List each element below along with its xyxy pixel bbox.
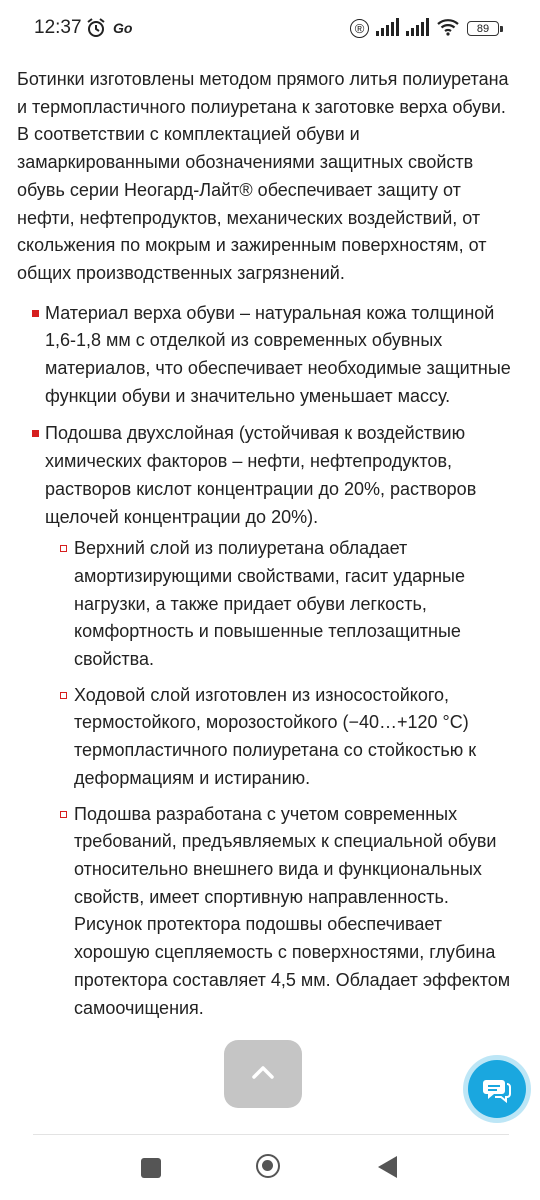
home-button[interactable] bbox=[256, 1154, 280, 1178]
signal-icon bbox=[376, 18, 402, 41]
sub-list-item: Верхний слой из полиуретана обладает амортизирующими свойствами, гасит ударные нагрузки, а также придает обуви легкость, комфортность и повышенные теплозащитные свойства. bbox=[45, 535, 517, 674]
divider bbox=[33, 1134, 509, 1135]
list-item-text: Подошва двухслойная (устойчивая к воздействию химических факторов – нефти, нефтепродуктов, растворов кислот концентрации до 20%, растворов щелочей концентрации до 20%). bbox=[45, 423, 477, 527]
battery-indicator: 89 bbox=[467, 21, 499, 36]
alarm-clock-icon bbox=[86, 18, 106, 43]
recent-apps-button[interactable] bbox=[141, 1158, 161, 1178]
feature-list bbox=[17, 300, 517, 1023]
status-time: 12:37 bbox=[34, 17, 82, 38]
chat-icon bbox=[482, 1074, 512, 1104]
sub-list-item: Ходовой слой изготовлен из износостойкого, термостойкого, морозостойкого (−40…+120 °С) термопластичного полиуретана со стойкостью к деформациям и истиранию. bbox=[45, 682, 517, 793]
list-item bbox=[17, 420, 517, 1022]
system-navigation-bar bbox=[0, 1140, 540, 1200]
sub-list-item: Подошва разработана с учетом современных требований, предъявляемых к специальной обуви относительно внешнего вида и функциональных свойств, имеет спортивную направленность. Рисунок протектора подошвы обеспечивает хорошую сцепляемость с поверхностями, глубина протектора составляет 4,5 мм. Обладает эффектом самоочищения. bbox=[45, 801, 517, 1023]
signal-icon-2 bbox=[406, 18, 432, 41]
registered-icon: ® bbox=[350, 19, 369, 38]
scroll-to-top-button[interactable] bbox=[224, 1040, 302, 1108]
chat-button[interactable] bbox=[468, 1060, 526, 1118]
status-bar bbox=[0, 0, 540, 60]
wifi-icon bbox=[436, 18, 460, 41]
app-notification-icon: Go bbox=[113, 20, 133, 36]
sole-sublist bbox=[45, 535, 517, 1022]
article-content bbox=[17, 66, 517, 1032]
back-button[interactable] bbox=[378, 1156, 397, 1178]
article-intro: Ботинки изготовлены методом прямого литья полиуретана и термопластичного полиуретана к заготовке верха обуви. В соответствии с комплектацией обуви и замаркированными обозначениями защитных свойств обувь серии Неогард-Лайт® обеспечивает защиту от нефти, нефтепродуктов, механических воздействий, от скольжения по мокрым и зажиренным поверхностям, от общих производственных загрязнений. bbox=[17, 69, 509, 283]
list-item: Материал верха обуви – натуральная кожа толщиной 1,6-1,8 мм с отделкой из современных обувных материалов, что обеспечивает необходимые защитные функции обуви и значительно уменьшает массу. bbox=[17, 300, 517, 411]
chevron-up-icon bbox=[248, 1062, 278, 1082]
